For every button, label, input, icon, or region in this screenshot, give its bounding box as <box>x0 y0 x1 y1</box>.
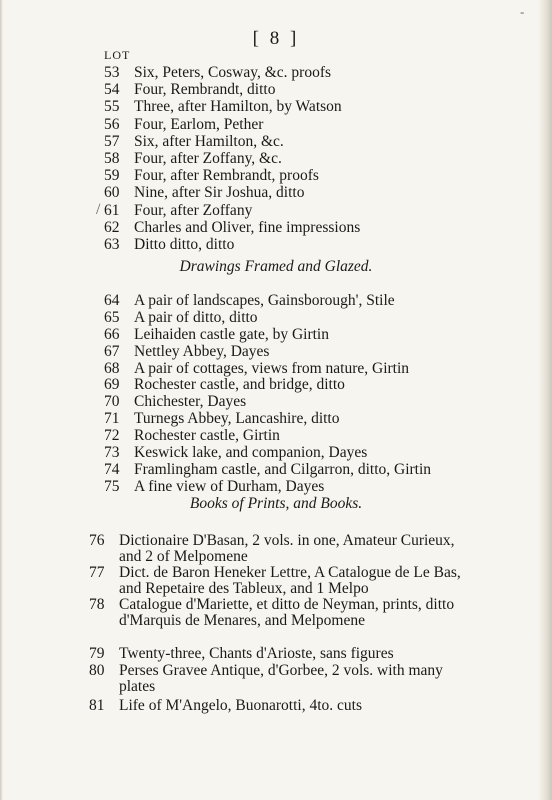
lot-number: 67 <box>104 342 120 360</box>
lot-number: 62 <box>104 218 120 236</box>
list-item <box>104 151 524 168</box>
lot-number: 77 <box>89 564 105 581</box>
lot-description: Three, after Hamilton, by Watson <box>134 98 342 116</box>
list-item <box>104 237 524 254</box>
lot-description: Four, after Zoffany <box>134 201 253 219</box>
lot-number: 74 <box>104 460 120 478</box>
lot-description: A fine view of Durham, Dayes <box>134 477 325 495</box>
list-item <box>104 462 524 479</box>
lot-number: 63 <box>104 235 120 253</box>
lot-number: 60 <box>104 184 120 202</box>
list-item <box>104 344 524 361</box>
lot-number: 75 <box>104 477 120 495</box>
list-item <box>89 645 464 662</box>
lot-number: 80 <box>89 662 105 679</box>
lot-description: A pair of ditto, ditto <box>134 308 258 326</box>
lot-description: Dictionaire D'Basan, 2 vols. in one, Amateur Curieux, and 2 of Melpomene <box>119 532 455 565</box>
lot-number: 55 <box>104 98 120 116</box>
lot-description: Four, after Rembrandt, proofs <box>134 167 319 185</box>
prints-list <box>104 65 524 254</box>
lot-number: 61 <box>104 201 120 219</box>
list-item <box>104 185 524 202</box>
page-number: [ 8 ] <box>252 28 300 49</box>
list-item <box>104 310 524 327</box>
list-item <box>104 134 524 151</box>
lot-number: 56 <box>104 115 120 133</box>
list-item <box>89 532 464 565</box>
list-item <box>104 411 524 428</box>
list-item <box>104 168 524 185</box>
list-item <box>104 327 524 344</box>
list-item <box>104 479 524 496</box>
lot-description: Catalogue d'Mariette, et ditto de Neyman, prints, ditto d'Marquis de Menares, and Melpomene <box>119 596 455 629</box>
list-item <box>104 65 524 82</box>
lot-number: 57 <box>104 132 120 150</box>
lot-description: Turnegs Abbey, Lancashire, ditto <box>134 410 340 428</box>
section-title-books: Books of Prints, and Books. <box>189 495 363 512</box>
list-item <box>89 596 464 629</box>
lot-number: 59 <box>104 167 120 185</box>
lot-description: Dict. de Baron Heneker Lettre, A Catalogue de Le Bas, and Repetaire des Tableux, and 1 Melpo <box>119 564 461 597</box>
lot-number: 53 <box>104 64 120 81</box>
margin-mark: / <box>96 201 101 218</box>
lot-description: Six, Peters, Cosway, &c. proofs <box>134 64 332 81</box>
list-item <box>104 203 524 220</box>
lot-number: 70 <box>104 393 120 411</box>
lot-number: 68 <box>104 359 120 377</box>
lot-description: Leihaiden castle gate, by Girtin <box>134 325 329 343</box>
lot-number: 72 <box>104 427 120 445</box>
lot-description: Four, after Zoffany, &c. <box>134 149 282 167</box>
page-right-edge <box>538 0 552 800</box>
lot-number: 64 <box>104 292 120 309</box>
list-item <box>104 377 524 394</box>
lot-number: 73 <box>104 444 120 462</box>
lot-description: Nettley Abbey, Dayes <box>134 342 270 360</box>
lot-description: Charles and Oliver, fine impressions <box>134 218 361 236</box>
lot-number: 66 <box>104 325 120 343</box>
lot-description: Four, Earlom, Pether <box>134 115 264 133</box>
list-item <box>89 564 464 597</box>
list-item <box>89 662 464 695</box>
lot-number: 76 <box>89 532 105 549</box>
page-left-edge <box>0 0 3 800</box>
lot-number: 69 <box>104 376 120 394</box>
lot-number: 71 <box>104 410 120 428</box>
lot-description: Ditto ditto, ditto <box>134 235 235 253</box>
list-item <box>104 394 524 411</box>
lot-description: Life of M'Angelo, Buonarotti, 4to. cuts <box>119 697 363 714</box>
list-item <box>104 361 524 378</box>
lot-description: A pair of cottages, views from nature, Girtin <box>134 359 410 377</box>
lot-description: Perses Gravee Antique, d'Gorbee, 2 vols. with many plates <box>119 662 443 695</box>
lot-description: Keswick lake, and companion, Dayes <box>134 444 368 462</box>
lot-description: Twenty-three, Chants d'Arioste, sans figures <box>119 645 394 662</box>
list-item <box>104 117 524 134</box>
lot-number: 58 <box>104 149 120 167</box>
list-item <box>104 293 524 310</box>
lot-description: Six, after Hamilton, &c. <box>134 132 284 150</box>
lot-column-label: LOT <box>104 48 131 62</box>
corner-mark: - <box>520 4 525 19</box>
lot-description: Framlingham castle, and Cilgarron, ditto, Girtin <box>134 460 432 478</box>
lot-number: 79 <box>89 645 105 662</box>
list-item <box>104 445 524 462</box>
lot-description: A pair of landscapes, Gainsborough', Stile <box>134 292 395 309</box>
list-item <box>104 99 524 116</box>
lot-description: Rochester castle, and bridge, ditto <box>134 376 345 394</box>
lot-number: 81 <box>89 697 105 714</box>
lot-number: 54 <box>104 81 120 99</box>
list-item <box>104 220 524 237</box>
drawings-list <box>104 293 524 496</box>
list-item <box>104 428 524 445</box>
section-title-drawings: Drawings Framed and Glazed. <box>179 258 373 275</box>
lot-number: 65 <box>104 308 120 326</box>
lot-description: Four, Rembrandt, ditto <box>134 81 276 99</box>
list-item <box>89 697 464 714</box>
lot-number: 78 <box>89 596 105 613</box>
lot-description: Rochester castle, Girtin <box>134 427 280 445</box>
lot-description: Nine, after Sir Joshua, ditto <box>134 184 305 202</box>
list-item <box>104 82 524 99</box>
lot-description: Chichester, Dayes <box>134 393 247 411</box>
